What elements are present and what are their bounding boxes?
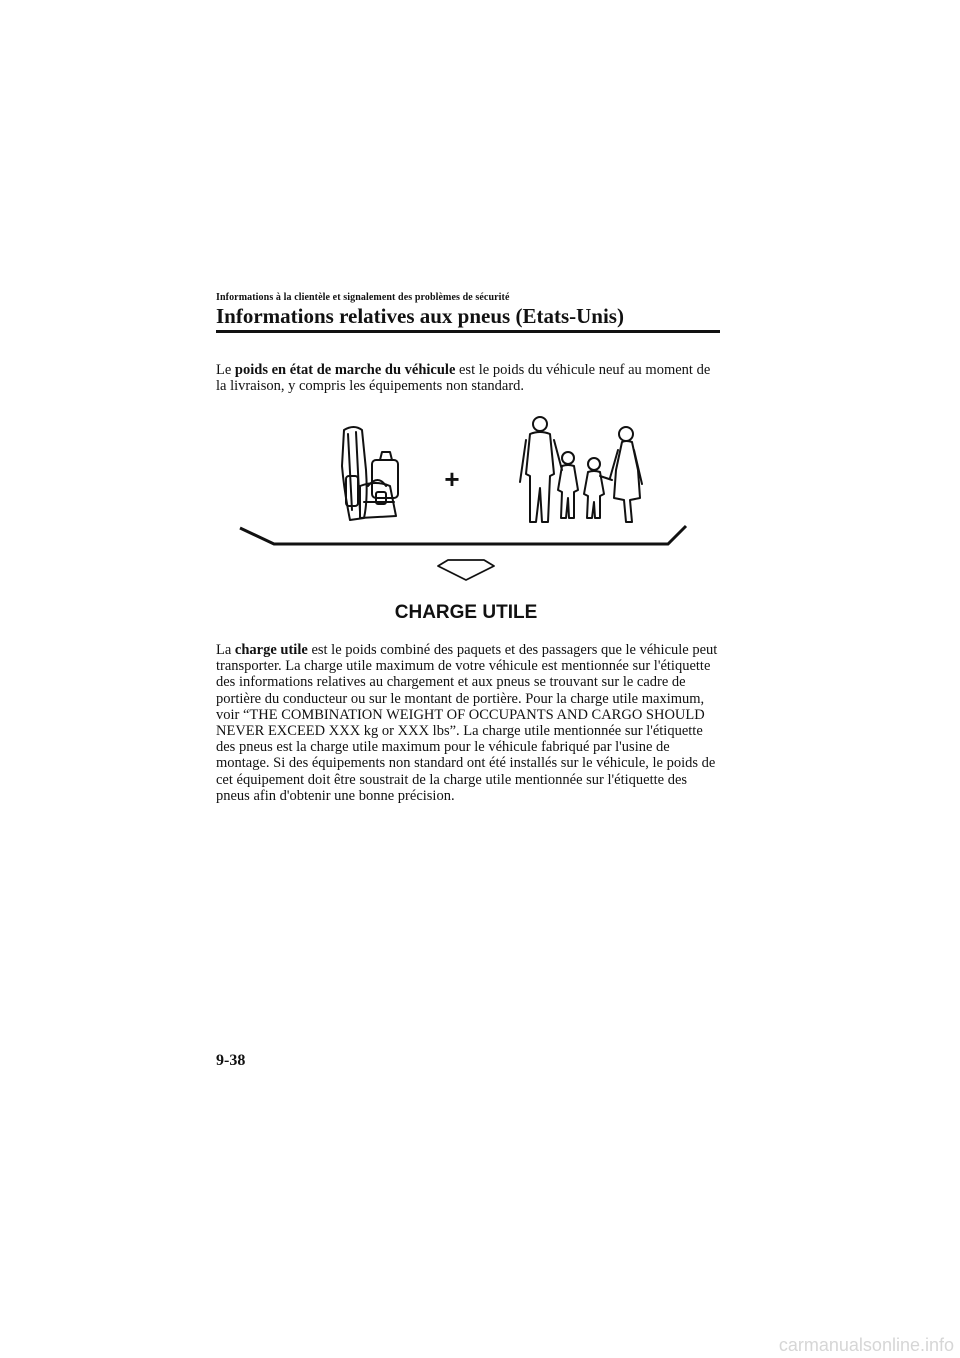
down-arrow-icon bbox=[438, 560, 494, 580]
payload-paragraph bbox=[216, 642, 722, 804]
plus-sign: + bbox=[444, 464, 460, 494]
page-number: 9-38 bbox=[216, 1052, 246, 1069]
payload-label: CHARGE UTILE bbox=[394, 602, 538, 623]
page-title: Informations relatives aux pneus (Etats-Unis) bbox=[216, 304, 624, 328]
section-label: Informations à la clientèle et signalement des problèmes de sécurité bbox=[216, 292, 510, 303]
luggage-icon bbox=[342, 427, 398, 520]
paragraph-prefix: Le bbox=[216, 362, 235, 378]
curb-weight-paragraph bbox=[216, 362, 722, 394]
payload-term: charge utile bbox=[234, 642, 308, 658]
paragraph-text: est le poids du véhicule neuf au moment de la livraison, y compris les équipements non standard. bbox=[216, 362, 711, 395]
bracket-line bbox=[240, 526, 686, 544]
payload-illustration bbox=[236, 410, 696, 630]
title-rule bbox=[216, 330, 720, 333]
paragraph-text: est le poids combiné des paquets et des passagers que le véhicule peut transporter. La charge utile maximum de votre véhicule est mentionnée sur l'étiquette des informations relatives au chargement et aux pneus se trouvant sur le cadre de portière du conducteur ou sur le montant de portière. Pour la charge utile maximum, voir “THE COMBINATION WEIGHT OF OCCUPANTS AND CARGO SHOULD NEVER EXCEED XXX kg or XXX lbs”. La charge utile mentionnée sur l'étiquette des pneus est la charge utile maximum pour le véhicule fabriqué par l'usine de montage. Si des équipements non standard ont été installés sur le véhicule, le poids de cet équipement doit être soustrait de la charge utile mentionnée sur l'étiquette des pneus afin d'obtenir une bonne précision. bbox=[216, 642, 718, 804]
paragraph-prefix: La bbox=[216, 642, 235, 658]
watermark: carmanualsonline.info bbox=[778, 1335, 954, 1355]
curb-weight-term: poids en état de marche du véhicule bbox=[234, 362, 456, 378]
family-icon bbox=[520, 417, 642, 522]
